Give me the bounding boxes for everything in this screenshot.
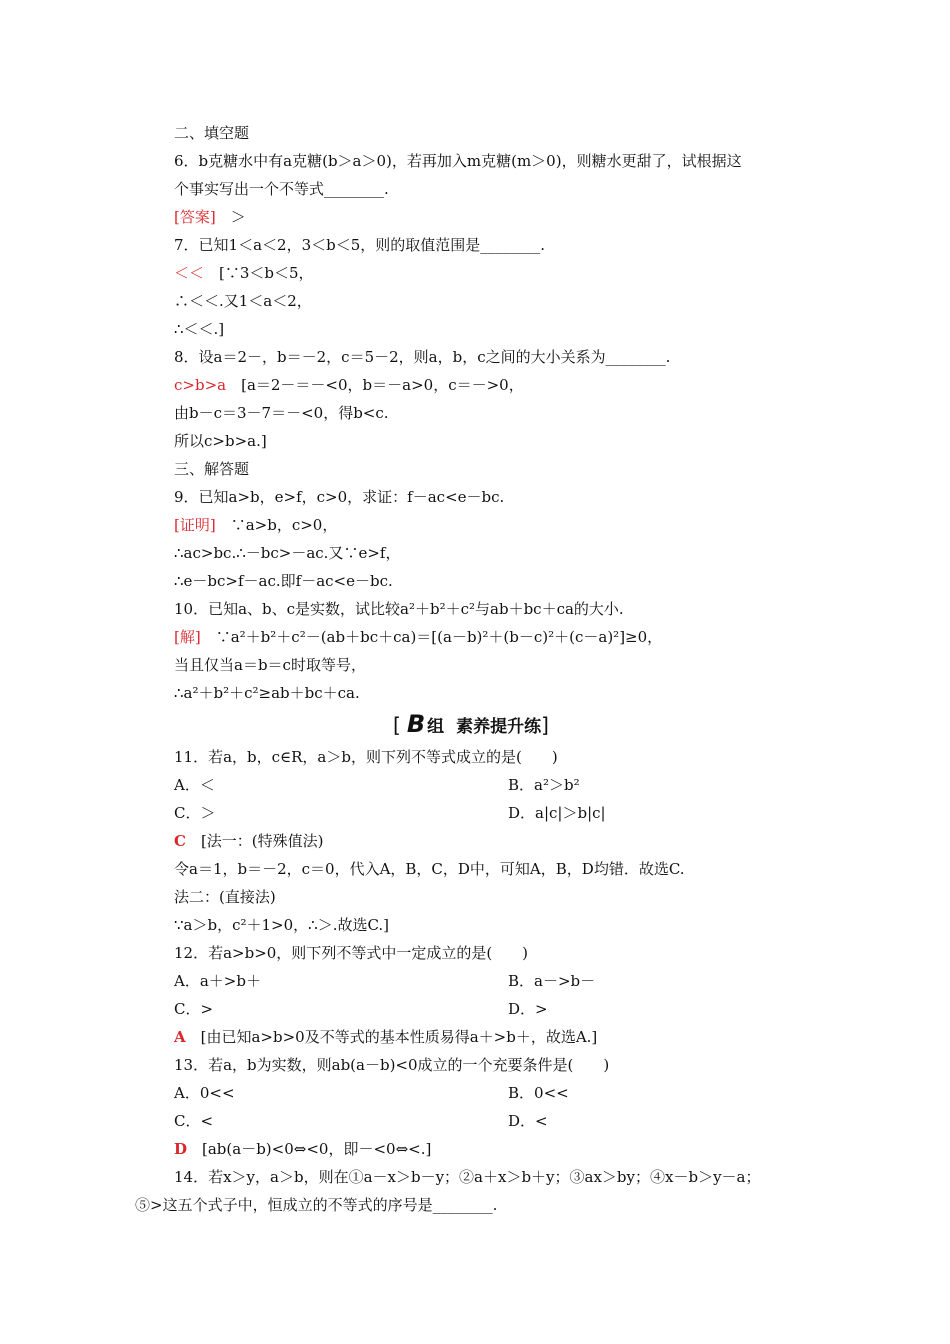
option-11-b: B．a²＞b² xyxy=(508,776,580,794)
answer-body: ∵a²＋b²＋c²－(ab＋bc＋ca)＝[(a－b)²＋(b－c)²＋(c－a)²]≥0， xyxy=(200,628,663,646)
answer-body: [a＝2－＝－<0，b＝－a>0，c＝－>0， xyxy=(226,376,524,394)
banner-open-bracket: [ xyxy=(393,713,401,737)
option-12-d: D．> xyxy=(508,1000,548,1018)
option-12-b: B．a－>b－ xyxy=(508,972,596,990)
question-12-text: 12．若a>b>0，则下列不等式中一定成立的是( ) xyxy=(174,944,529,962)
answer-8-line-2: 由b－c＝3－7＝－<0，得b<c. xyxy=(174,404,389,422)
answer-tag: D xyxy=(174,1140,188,1158)
answer-body: [法一：(特殊值法) xyxy=(185,832,324,850)
option-11-c: C．＞ xyxy=(174,804,216,822)
section-heading-fill-in: 二、填空题 xyxy=(174,124,250,142)
banner-b-letter: B xyxy=(406,710,426,738)
answer-10 xyxy=(174,627,662,647)
answer-9-line-3: ∴e－bc>f－ac.即f－ac<e－bc. xyxy=(174,572,393,590)
question-7-text: 7．已知1＜a＜2，3＜b＜5，则的取值范围是________. xyxy=(174,236,546,254)
question-6-text: 6．b克糖水中有a克糖(b＞a＞0)，若再加入m克糖(m＞0)，则糖水更甜了，试根据这 xyxy=(174,152,742,170)
answer-tag: [答案] xyxy=(174,208,216,226)
answer-12 xyxy=(174,1027,597,1047)
answer-body: ∵a>b，c>0， xyxy=(215,516,338,534)
question-9-text: 9．已知a>b，e>f，c>0，求证：f－ac<e－bc. xyxy=(174,488,505,506)
answer-8 xyxy=(174,375,524,395)
answer-9 xyxy=(174,515,337,535)
answer-7 xyxy=(174,263,314,283)
answer-11-line-2: 令a＝1，b＝－2，c＝0，代入A，B，C，D中，可知A，B，D均错．故选C. xyxy=(174,860,685,878)
option-13-b: B．0<< xyxy=(508,1084,569,1102)
answer-11-line-3: 法二：(直接法) xyxy=(174,888,276,906)
question-14-text: 14．若x＞y，a＞b，则在①a－x＞b－y；②a＋x＞b＋y；③ax＞by；④x－b＞y－a； xyxy=(174,1168,761,1186)
option-11-a: A．＜ xyxy=(174,776,215,794)
answer-tag: A xyxy=(174,1028,186,1046)
answer-7-line-3: ∴＜＜.] xyxy=(174,320,225,338)
option-13-c: C．< xyxy=(174,1112,214,1130)
answer-7-line-2: ∴＜＜.又1＜a＜2， xyxy=(174,292,312,310)
banner-close-bracket: ] xyxy=(541,713,549,737)
answer-tag: C xyxy=(174,832,186,850)
question-8-text: 8．设a＝2－，b＝－2，c＝5－2，则a，b，c之间的大小关系为________. xyxy=(174,348,671,366)
answer-9-line-2: ∴ac>bc.∴－bc>－ac.又∵e>f， xyxy=(174,544,401,562)
answer-body: [由已知a>b>0及不等式的基本性质易得a＋>b＋，故选A.] xyxy=(185,1028,598,1046)
answer-tag: c>b>a xyxy=(174,376,227,394)
option-12-c: C．> xyxy=(174,1000,214,1018)
answer-body: ＞ xyxy=(215,208,246,226)
answer-10-line-3: ∴a²＋b²＋c²≥ab＋bc＋ca. xyxy=(174,684,360,702)
answer-tag: ＜＜ xyxy=(174,264,205,282)
answer-13 xyxy=(174,1139,431,1159)
answer-body: [ab(a－b)<0⇔<0，即－<0⇔<.] xyxy=(187,1140,432,1158)
group-b-banner xyxy=(393,710,549,738)
answer-8-line-3: 所以c>b>a.] xyxy=(174,432,267,450)
section-heading-solve: 三、解答题 xyxy=(174,460,250,478)
answer-tag: [解] xyxy=(174,628,201,646)
answer-body: [∵3＜b＜5， xyxy=(204,264,314,282)
answer-11 xyxy=(174,831,324,851)
question-11-text: 11．若a，b，c∈R，a＞b，则下列不等式成立的是( ) xyxy=(174,748,558,766)
question-14-text-cont: ⑤>这五个式子中，恒成立的不等式的序号是________. xyxy=(135,1196,498,1214)
option-13-a: A．0<< xyxy=(174,1084,235,1102)
answer-6 xyxy=(174,207,246,227)
answer-10-line-2: 当且仅当a＝b＝c时取等号， xyxy=(174,656,366,674)
answer-tag: [证明] xyxy=(174,516,216,534)
option-12-a: A．a＋>b＋ xyxy=(174,972,261,990)
option-11-d: D．a|c|＞b|c| xyxy=(508,804,606,822)
banner-group-label: 组 xyxy=(427,717,445,737)
question-6-text-cont: 个事实写出一个不等式________. xyxy=(174,180,389,198)
question-13-text: 13．若a，b为实数，则ab(a－b)<0成立的一个充要条件是( ) xyxy=(174,1056,610,1074)
answer-11-line-4: ∵a＞b，c²＋1>0，∴＞.故选C.] xyxy=(174,916,390,934)
question-10-text: 10．已知a、b、c是实数，试比较a²＋b²＋c²与ab＋bc＋ca的大小. xyxy=(174,600,624,618)
option-13-d: D．< xyxy=(508,1112,548,1130)
banner-title: 素养提升练 xyxy=(456,717,542,737)
